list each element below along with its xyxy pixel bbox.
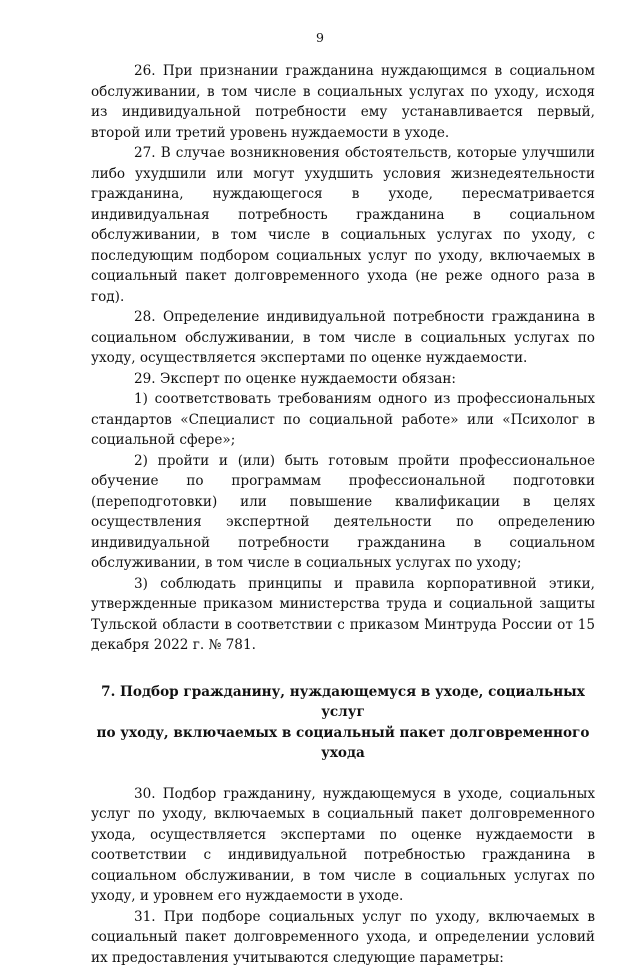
paragraph-27: 27. В случае возникновения обстоятельств, которые улучшили либо ухудшили или могут ухудшить условия жизнедеятельности гражданина, нуждающегося в уходе, пересматривается индивидуальная потребность гражданина в социальном обслуживании, в том числе в социальных услугах по уходу, с последующим подбором социальных услуг по уходу, включаемых в социальный пакет долговременного ухода (не реже одного раза в год).: [91, 143, 595, 307]
list-item-1: 1) соответствовать требованиям одного из профессиональных стандартов «Специалист по социальной работе» или «Психолог в социальной сфере»;: [91, 389, 595, 451]
list-item-3: 3) соблюдать принципы и правила корпоративной этики, утвержденные приказом министерства труда и социальной защиты Тульской области в соответствии с приказом Минтруда России от 15 декабря 2022 г. № 781.: [91, 574, 595, 656]
paragraph-29: 29. Эксперт по оценке нуждаемости обязан:: [91, 369, 595, 390]
paragraph-28: 28. Определение индивидуальной потребности гражданина в социальном обслуживании, в том числе в социальных услугах по уходу, осуществляется экспертами по оценке нуждаемости.: [91, 307, 595, 369]
section-heading-line-1: 7. Подбор гражданину, нуждающемуся в уходе, социальных услуг: [91, 682, 595, 723]
section-heading: [91, 682, 595, 764]
list-item-2: 2) пройти и (или) быть готовым пройти профессиональное обучение по программам профессиональной подготовки (переподготовки) или повышение квалификации в целях осуществления экспертной деятельности по определению индивидуальной потребности гражданина в социальном обслуживании, в том числе в социальных услугах по уходу;: [91, 451, 595, 574]
paragraph-30: 30. Подбор гражданину, нуждающемуся в уходе, социальных услуг по уходу, включаемых в социальный пакет долговременного ухода, осуществляется экспертами по оценке нуждаемости в соответствии с индивидуальной потребностью гражданина в социальном обслуживании, в том числе в социальных услугах по уходу, и уровнем его нуждаемости в уходе.: [91, 784, 595, 907]
page-number: 9: [0, 30, 640, 45]
paragraph-31: 31. При подборе социальных услуг по уходу, включаемых в социальный пакет долговременного ухода, и определении условий их предоставления учитываются следующие параметры:: [91, 907, 595, 968]
paragraph-26: 26. При признании гражданина нуждающимся в социальном обслуживании, в том числе в социальных услугах по уходу, исходя из индивидуальной потребности ему устанавливается первый, второй или третий уровень нуждаемости в уходе.: [91, 61, 595, 143]
document-body: [91, 61, 595, 968]
section-heading-line-2: по уходу, включаемых в социальный пакет долговременного ухода: [91, 723, 595, 764]
